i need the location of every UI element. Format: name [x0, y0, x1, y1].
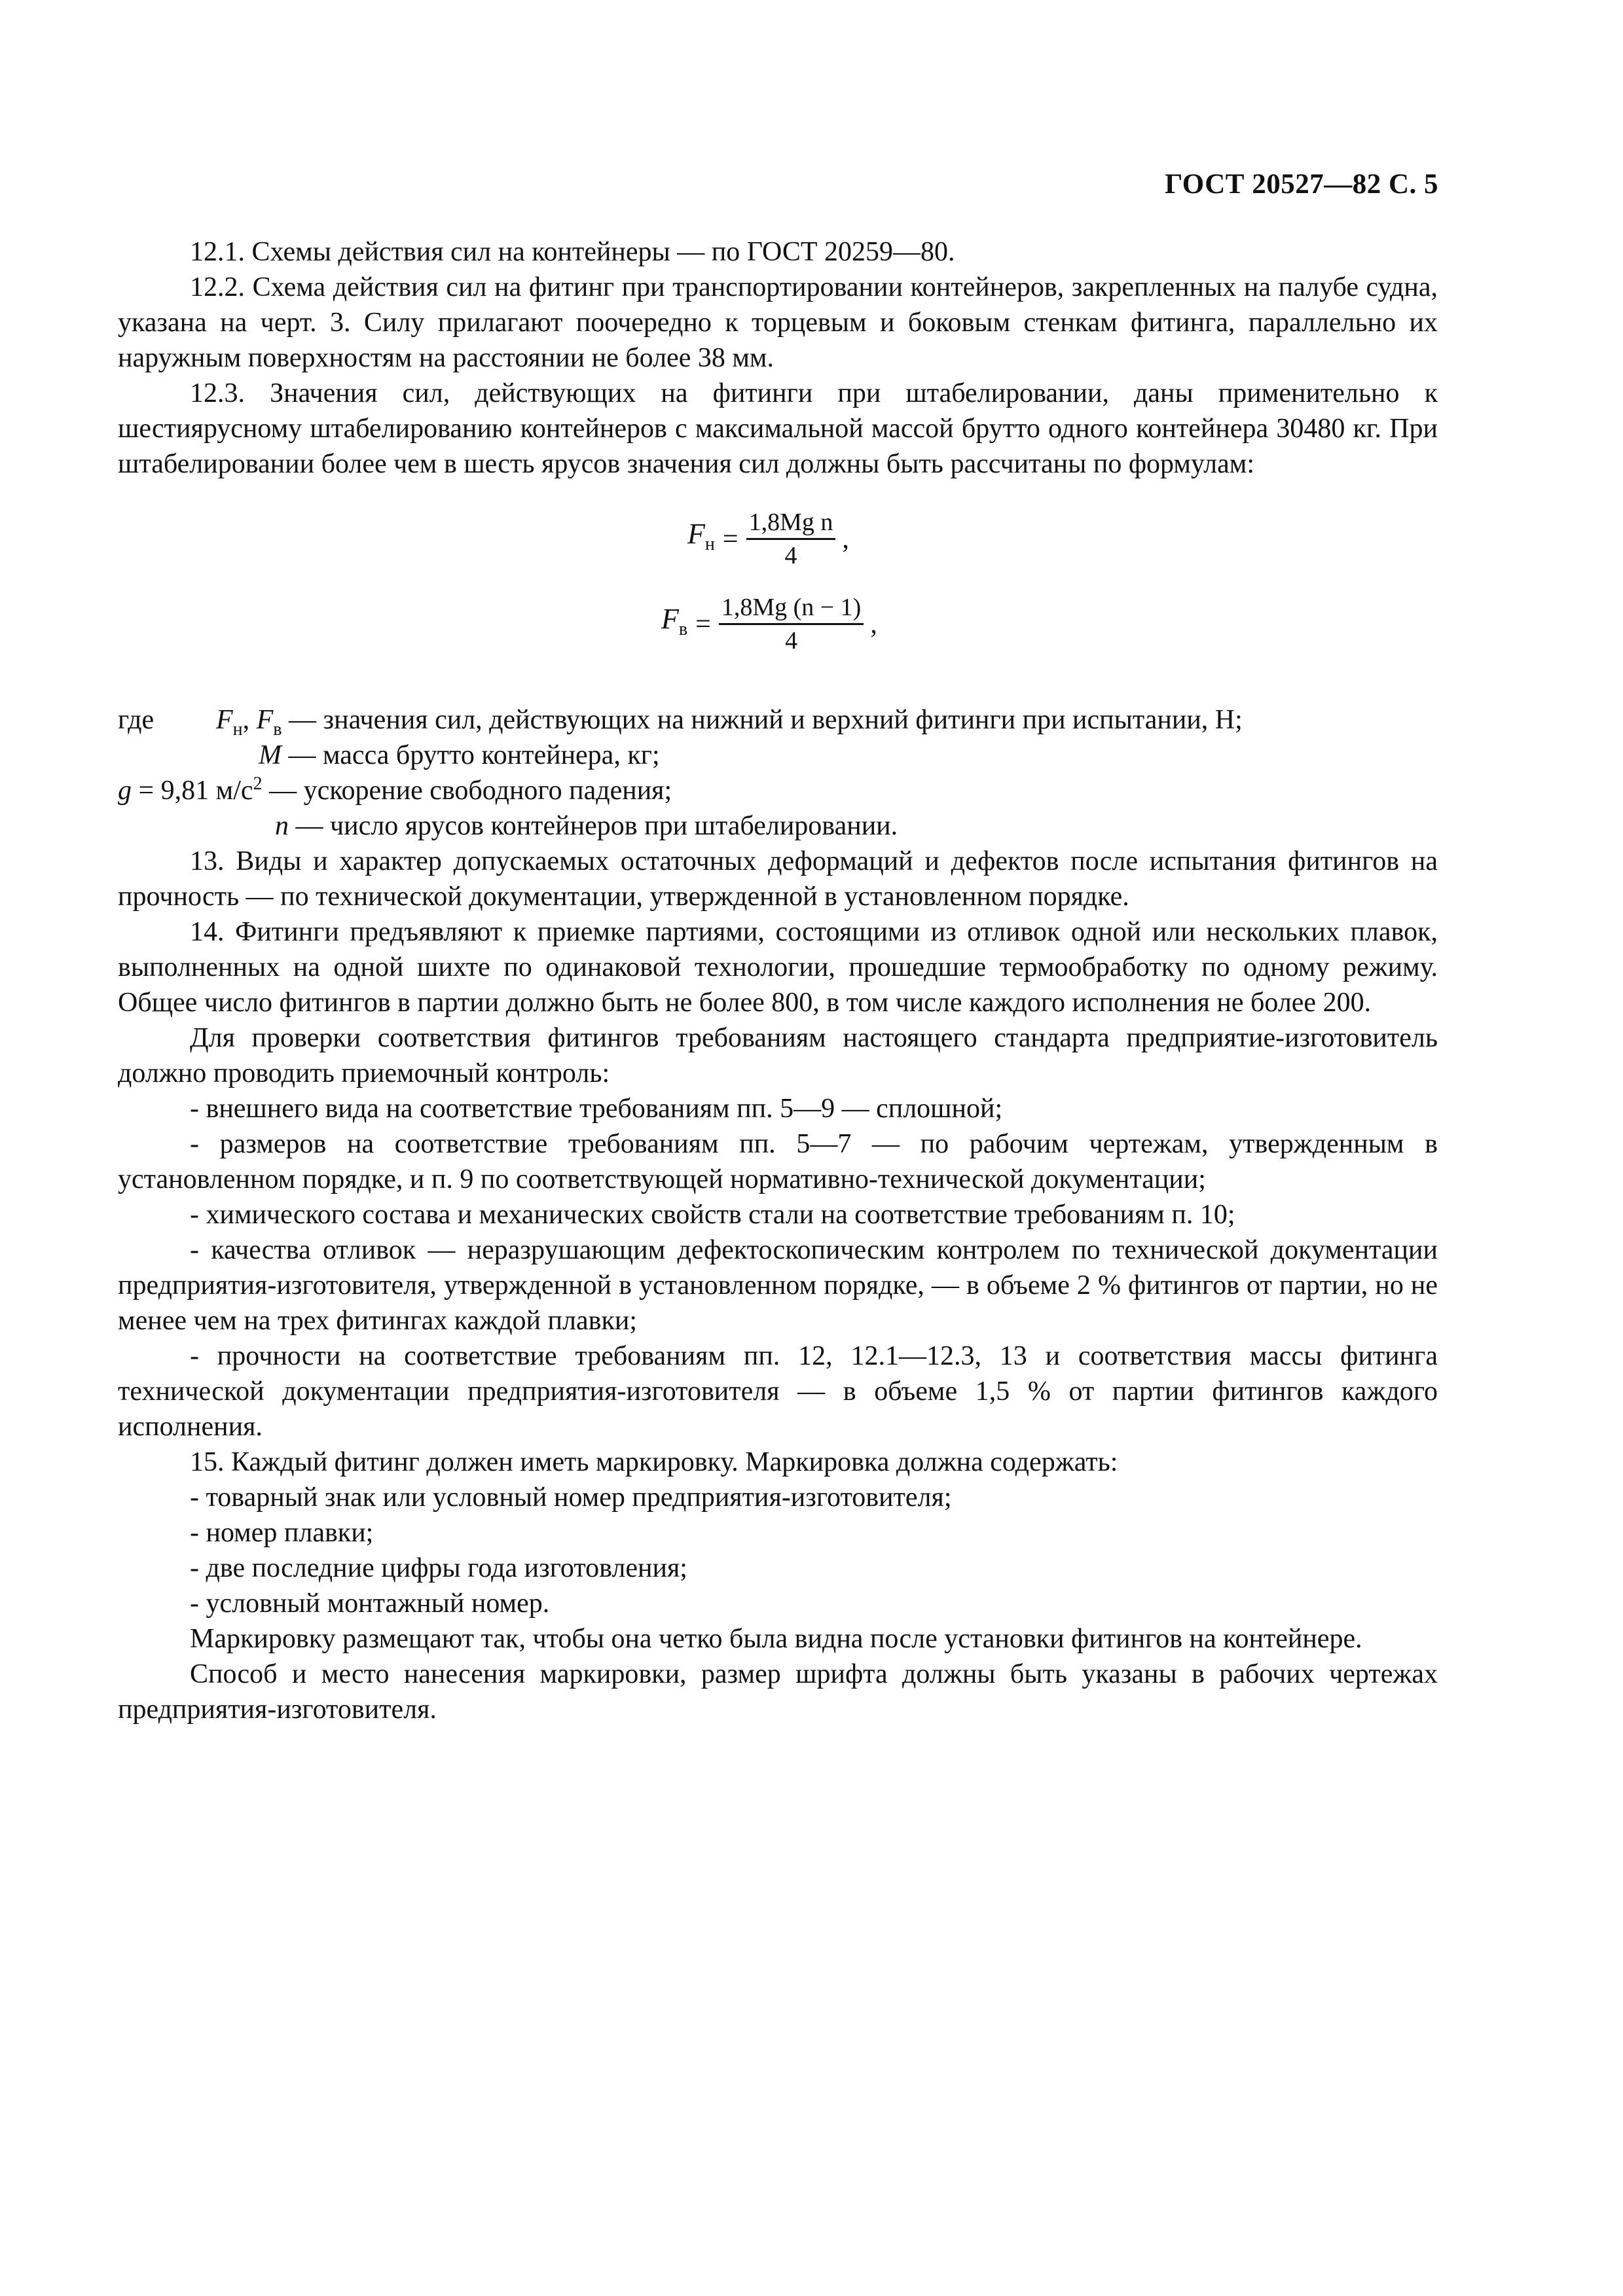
fraction-denominator: 4	[784, 542, 797, 569]
list-item: - две последние цифры года изготовления;	[190, 1553, 687, 1583]
paragraph-14: 14. Фитинги предъявляют к приемке партиями, состоящими из отливок одной или нескольких плавок, выполненных на одной шихте по одинаковой технологии, прошедшие термообработку по одному режиму. Общее число фитингов в партии должно быть не более 800, в том числе каждого исполнения не более 200.	[118, 917, 1438, 1018]
definition-gravity: g = 9,81 $м/с^2$ — ускорение свободного падения;	[118, 774, 672, 806]
paragraph-marking-placement: Маркировку размещают так, чтобы она четко была видна после установки фитингов на контейнере.	[190, 1624, 1362, 1654]
list-item: - условный монтажный номер.	[190, 1588, 550, 1619]
paragraph-12-2: 12.2. Схема действия сил на фитинг при транспортировании контейнеров, закрепленных на палубе судна, указана на черт. 3. Силу прилагают поочередно к торцевым и боковым стенкам фитинга, параллельно их наружным поверхностям на расстоянии не более 38 мм.	[118, 272, 1438, 373]
definition-tiers: n — число ярусов контейнеров при штабелировании.	[275, 811, 898, 841]
paragraph-13: 13. Виды и характер допускаемых остаточных деформаций и дефектов после испытания фитингов на прочность — по технической документации, утвержденной в установленном порядке.	[118, 846, 1438, 912]
formula-fn-fraction	[746, 507, 836, 571]
list-item: - внешнего вида на соответствие требованиям пп. 5—9 — сплошной;	[190, 1094, 1003, 1124]
paragraph-control-intro: Для проверки соответствия фитингов требованиям настоящего стандарта предприятие-изготовитель должно проводить приемочный контроль:	[118, 1023, 1438, 1088]
list-item: - качества отливок — неразрушающим дефектоскопическим контролем по технической документации предприятия-изготовителя, утвержденной в установленном порядке, — в объеме 2 % фитингов от партии, но не менее чем на трех фитингах каждой плавки;	[118, 1235, 1438, 1336]
formula-comma: ,	[842, 524, 849, 554]
page-header: ГОСТ 20527—82 С. 5	[1164, 169, 1438, 200]
list-item: - номер плавки;	[190, 1518, 374, 1548]
formula-fv-symbol: $F_в$	[661, 602, 688, 639]
list-item: - товарный знак или условный номер предприятия-изготовителя;	[190, 1482, 952, 1513]
paragraph-15: 15. Каждый фитинг должен иметь маркировку. Маркировка должна содержать:	[190, 1447, 1118, 1477]
list-item: - прочности на соответствие требованиям пп. 12, 12.1—12.3, 13 и соответствия массы фитинга технической документации предприятия-изготовителя — в объеме 1,5 % от партии фитингов каждого исполнения.	[118, 1341, 1438, 1442]
list-item: - химического состава и механических свойств стали на соответствие требованиям п. 10;	[190, 1200, 1235, 1230]
fraction-numerator: 1,8Mg n	[746, 507, 836, 540]
definitions-list	[118, 702, 1438, 844]
formula-block	[118, 507, 1438, 693]
list-item: - размеров на соответствие требованиям пп. 5—7 — по рабочим чертежам, утвержденным в установленном порядке, и п. 9 по соответствующей нормативно-технической документации;	[118, 1129, 1438, 1194]
document-body	[118, 234, 1438, 1727]
where-label: где	[118, 705, 155, 735]
paragraph-12-1: 12.1. Схемы действия сил на контейнеры — по ГОСТ 20259—80.	[190, 237, 955, 267]
formula-fv	[661, 592, 877, 656]
fraction-numerator: 1,8Mg (n − 1)	[719, 592, 864, 625]
definition-forces: где $F_н$, $F_в$ — значения сил, действующих на нижний и верхний фитинги при испытании, Н;	[118, 702, 1243, 747]
equals-sign: =	[695, 609, 711, 639]
formula-fn-symbol: $F_н$	[687, 517, 715, 554]
formula-fn	[687, 507, 849, 571]
formula-comma: ,	[870, 609, 877, 639]
definition-mass: M — масса брутто контейнера, кг;	[259, 740, 660, 770]
formula-fv-fraction	[719, 592, 864, 656]
paragraph-12-3: 12.3. Значения сил, действующих на фитинги при штабелировании, даны применительно к шестиярусному штабелированию контейнеров с максимальной массой брутто одного контейнера 30480 кг. При штабелировании более чем в шесть ярусов значения сил должны быть рассчитаны по формулам:	[118, 378, 1438, 479]
equals-sign: =	[722, 524, 739, 554]
fraction-denominator: 4	[785, 627, 798, 655]
paragraph-marking-method: Способ и место нанесения маркировки, размер шрифта должны быть указаны в рабочих чертежах предприятия-изготовителя.	[118, 1659, 1438, 1725]
